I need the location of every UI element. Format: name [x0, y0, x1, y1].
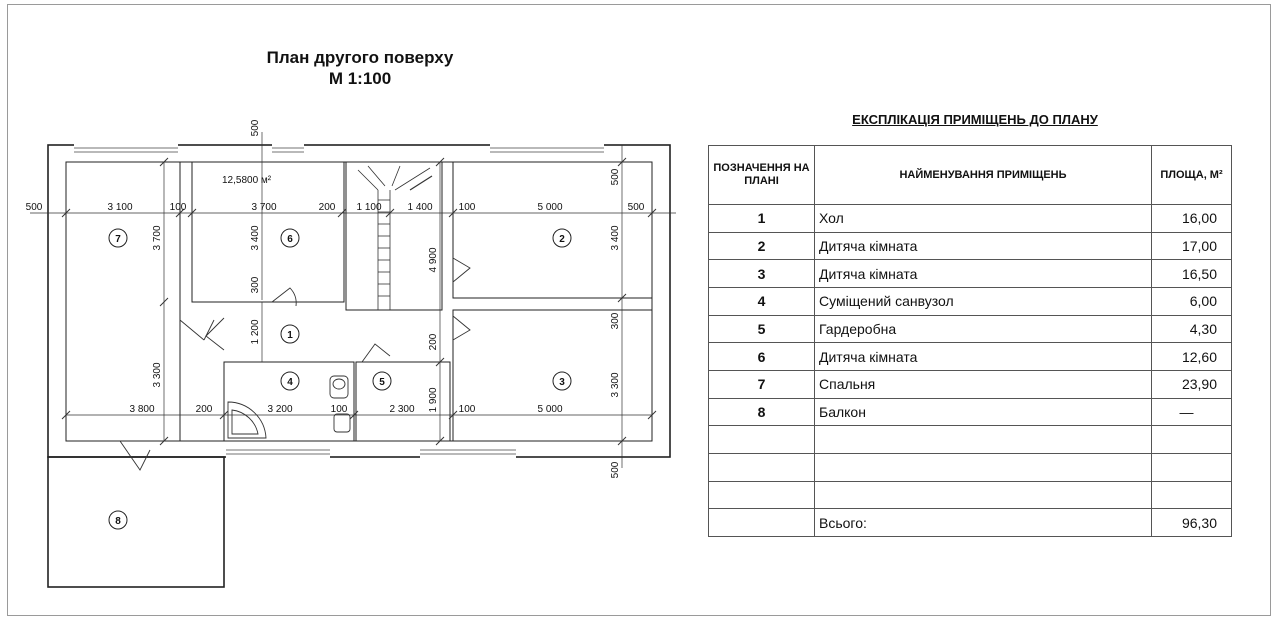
stair-treads — [358, 166, 432, 310]
row-area: 16,00 — [1152, 205, 1232, 233]
table-row — [709, 260, 1232, 288]
dim-top-5: 1 100 — [356, 202, 382, 213]
dim-v-7: 1 200 — [250, 319, 261, 345]
dim-v-0: 500 — [250, 119, 261, 137]
explication-table — [708, 145, 1232, 537]
dim-bottom-row — [129, 404, 562, 415]
row-name: Дитяча кімната — [815, 232, 1152, 260]
header-designation: ПОЗНАЧЕННЯ НА ПЛАНІ — [709, 146, 815, 205]
row-num: 1 — [709, 205, 815, 233]
dim-bottom-3: 100 — [330, 404, 348, 415]
table-total-row — [709, 509, 1232, 537]
marker-8: 8 — [115, 516, 121, 527]
dim-v-10: 3 300 — [152, 362, 163, 388]
stair-outline — [346, 162, 442, 310]
row-num: 8 — [709, 398, 815, 426]
dim-v-3: 3 400 — [250, 225, 261, 251]
dim-v-11: 1 900 — [428, 387, 439, 413]
row-num: 5 — [709, 315, 815, 343]
row-area: 12,60 — [1152, 343, 1232, 371]
dim-bottom-2: 3 200 — [267, 404, 293, 415]
table-empty-row — [709, 426, 1232, 454]
marker-3: 3 — [559, 377, 565, 388]
doors — [120, 258, 470, 470]
dim-v-6: 300 — [250, 276, 261, 294]
table-empty-row — [709, 453, 1232, 481]
row-name: Спальня — [815, 370, 1152, 398]
row-area: 17,00 — [1152, 232, 1232, 260]
dimension-lines — [30, 132, 676, 468]
dim-v-1: 500 — [610, 168, 621, 186]
dim-bottom-4: 2 300 — [389, 404, 415, 415]
explication-title: ЕКСПЛІКАЦІЯ ПРИМІЩЕНЬ ДО ПЛАНУ — [852, 112, 1098, 127]
dim-v-13: 500 — [610, 461, 621, 479]
dim-top-3: 3 700 — [251, 202, 277, 213]
corner-bath — [228, 402, 266, 438]
door-balcony — [120, 441, 150, 470]
row-num: 7 — [709, 370, 815, 398]
dim-top-row — [26, 202, 645, 213]
door-room-6 — [272, 288, 296, 306]
marker-4: 4 — [287, 377, 293, 388]
table-header-row — [709, 146, 1232, 205]
row-area: 16,50 — [1152, 260, 1232, 288]
table-row — [709, 232, 1232, 260]
dim-bottom-5: 100 — [458, 404, 476, 415]
door-room-3 — [453, 316, 470, 340]
plan-title-text: План другого поверху — [266, 48, 454, 67]
dim-top-1: 3 100 — [107, 202, 133, 213]
total-label: Всього: — [815, 509, 1152, 537]
room-marker-labels — [115, 234, 565, 527]
dim-top-9: 500 — [627, 202, 645, 213]
door-hall-left — [206, 318, 224, 350]
row-num: 2 — [709, 232, 815, 260]
dim-top-0: 500 — [25, 202, 43, 213]
dim-bottom-0: 3 800 — [129, 404, 155, 415]
dim-bottom-6: 5 000 — [537, 404, 563, 415]
row-area: 4,30 — [1152, 315, 1232, 343]
table-row — [709, 370, 1232, 398]
total-area: 96,30 — [1152, 509, 1232, 537]
table-row — [709, 398, 1232, 426]
dim-top-6: 1 400 — [407, 202, 433, 213]
dim-v-12: 3 300 — [610, 372, 621, 398]
marker-2: 2 — [559, 234, 565, 245]
marker-1: 1 — [287, 330, 293, 341]
plan-scale: М 1:100 — [328, 69, 392, 88]
dim-v-9: 300 — [610, 312, 621, 330]
marker-7: 7 — [115, 234, 121, 245]
row-area: — — [1152, 398, 1232, 426]
row-area: 6,00 — [1152, 287, 1232, 315]
door-room-2 — [453, 258, 470, 282]
door-room-7 — [180, 320, 214, 340]
marker-6: 6 — [287, 234, 293, 245]
table-row — [709, 315, 1232, 343]
dim-v-5: 3 400 — [610, 225, 621, 251]
table-row — [709, 287, 1232, 315]
dim-top-4: 200 — [318, 202, 336, 213]
row-name: Дитяча кімната — [815, 260, 1152, 288]
area-label: 12,5800 м² — [222, 175, 272, 186]
marker-5: 5 — [379, 377, 385, 388]
dim-v-4: 4 900 — [428, 247, 439, 273]
dim-top-7: 100 — [458, 202, 476, 213]
dim-top-2: 100 — [169, 202, 187, 213]
row-name: Дитяча кімната — [815, 343, 1152, 371]
table-empty-row — [709, 481, 1232, 509]
door-room-5 — [362, 344, 390, 362]
row-num: 4 — [709, 287, 815, 315]
sink — [334, 414, 350, 432]
balcony-outline — [48, 457, 224, 587]
dim-vertical — [152, 119, 621, 478]
dim-v-8: 200 — [428, 333, 439, 351]
row-name: Гардеробна — [815, 315, 1152, 343]
row-name: Балкон — [815, 398, 1152, 426]
row-area: 23,90 — [1152, 370, 1232, 398]
dim-v-2: 3 700 — [152, 225, 163, 251]
row-num: 3 — [709, 260, 815, 288]
dim-bottom-1: 200 — [195, 404, 213, 415]
row-name: Хол — [815, 205, 1152, 233]
table-row — [709, 343, 1232, 371]
header-area: ПЛОЩА, М² — [1152, 146, 1232, 205]
row-name: Суміщений санвузол — [815, 287, 1152, 315]
dim-top-8: 5 000 — [537, 202, 563, 213]
row-num: 6 — [709, 343, 815, 371]
table-row — [709, 205, 1232, 233]
room-4-outline — [224, 362, 354, 441]
header-name: НАЙМЕНУВАННЯ ПРИМІЩЕНЬ — [815, 146, 1152, 205]
